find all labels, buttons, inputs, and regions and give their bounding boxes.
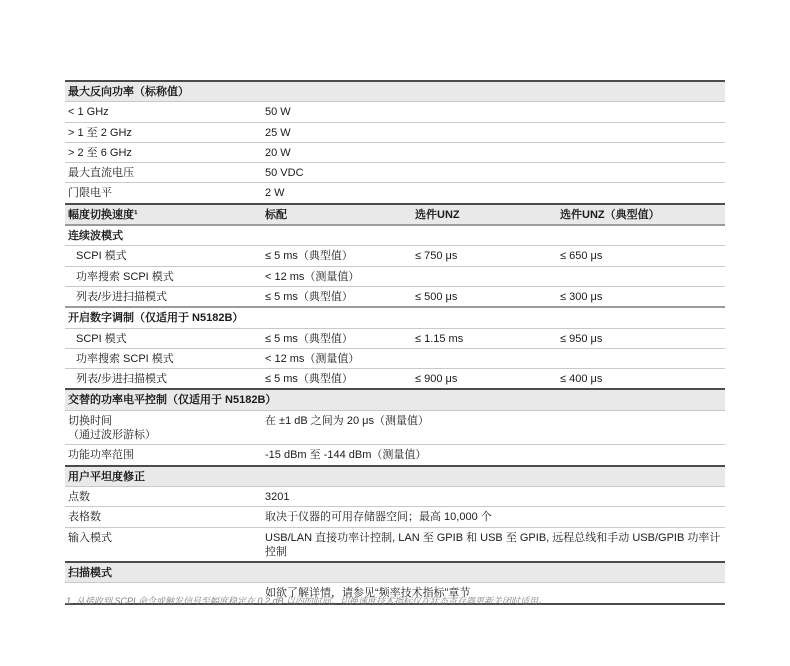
table-row xyxy=(65,122,725,142)
table-row xyxy=(65,245,725,265)
table-row xyxy=(65,410,725,445)
spec-label: > 2 至 6 GHz xyxy=(68,146,132,159)
spec-value: 取决于仪器的可用存储器空间；最高 10,000 个 xyxy=(265,511,492,524)
spec-label-line1: 切换时间 xyxy=(68,414,112,427)
subsection-cw-mode xyxy=(65,224,725,245)
section-title: 交替的功率电平控制（仅适用于 N5182B） xyxy=(68,394,277,407)
spec-value: < 12 ms（测量值） xyxy=(265,270,360,283)
spec-value xyxy=(557,267,725,286)
spec-value: ≤ 950 μs xyxy=(560,332,603,345)
table-row xyxy=(65,266,725,286)
spec-value: ≤ 5 ms（典型值） xyxy=(265,250,353,263)
table-row xyxy=(65,486,725,506)
spec-label: 最大直流电压 xyxy=(68,167,134,180)
spec-label: 功能功率范围 xyxy=(68,449,134,462)
spec-label: < 1 GHz xyxy=(68,106,109,119)
spec-value xyxy=(557,349,725,368)
spec-label: SCPI 模式 xyxy=(76,250,127,263)
table-row xyxy=(65,286,725,306)
spec-label: 点数 xyxy=(68,490,90,503)
table-row xyxy=(65,444,725,464)
spec-label xyxy=(65,411,262,445)
table-row xyxy=(65,368,725,388)
spec-value: 50 W xyxy=(265,106,291,119)
spec-value: 2 W xyxy=(265,187,285,200)
spec-value: 20 W xyxy=(265,146,291,159)
spec-label: 功率搜索 SCPI 模式 xyxy=(76,270,174,283)
spec-value: 25 W xyxy=(265,126,291,139)
spec-label: 功率搜索 SCPI 模式 xyxy=(76,352,174,365)
section-header-sweep-mode xyxy=(65,561,725,582)
spec-label: 表格数 xyxy=(68,511,101,524)
table-row xyxy=(65,101,725,121)
spec-table xyxy=(65,80,725,605)
table-row xyxy=(65,182,725,202)
spec-value: 3201 xyxy=(265,490,290,503)
spec-note: 如欲了解详情，请参见“频率技术指标”章节 xyxy=(265,587,471,600)
section-title: 最大反向功率（标称值） xyxy=(68,86,189,98)
spec-label: 输入模式 xyxy=(68,531,112,544)
spec-value: ≤ 300 μs xyxy=(560,290,603,303)
table-row xyxy=(65,162,725,182)
col-header-standard: 标配 xyxy=(265,208,287,221)
spec-value: ≤ 500 μs xyxy=(415,290,458,303)
spec-value: -15 dBm 至 -144 dBm（测量值） xyxy=(265,449,427,462)
spec-label: 列表/步进扫描模式 xyxy=(76,373,168,386)
subsection-digital-modulation-on xyxy=(65,306,725,327)
section-header-amplitude-switching-speed xyxy=(65,203,725,224)
spec-label: 门限电平 xyxy=(68,187,112,200)
footnote: 1. 从接收到 SCPI 命令或触发信号至幅度稳定在 0.2 dB 以内的时间。切换速度技术指标仅在状态寄存器更新关闭时适用。 xyxy=(66,596,548,606)
spec-value: ≤ 5 ms（典型值） xyxy=(265,373,353,386)
table-row xyxy=(65,527,725,562)
table-row xyxy=(65,328,725,348)
section-title: 幅度切换速度¹ xyxy=(68,208,138,221)
spec-value: 50 VDC xyxy=(265,167,304,180)
subsection-title: 开启数字调制（仅适用于 N5182B） xyxy=(68,312,244,325)
spec-value: 在 ±1 dB 之间为 20 μs（测量值） xyxy=(265,414,429,427)
spec-value: ≤ 400 μs xyxy=(560,373,603,386)
section-header-alternate-power-control xyxy=(65,388,725,409)
spec-value: ≤ 5 ms（典型值） xyxy=(265,290,353,303)
spec-value xyxy=(412,349,557,368)
table-row xyxy=(65,348,725,368)
spec-value: USB/LAN 直接功率计控制, LAN 至 GPIB 和 USB 至 GPIB, 远程总线和手动 USB/GPIB 功率计控制 xyxy=(265,531,721,558)
section-header-max-reverse-power xyxy=(65,80,725,101)
subsection-title: 连续波模式 xyxy=(68,230,123,243)
spec-label-line2: （通过波形游标） xyxy=(68,429,156,442)
table-row xyxy=(65,506,725,526)
spec-label: 列表/步进扫描模式 xyxy=(76,290,168,303)
spec-value: < 12 ms（测量值） xyxy=(265,352,360,365)
spec-value: ≤ 650 μs xyxy=(560,250,603,263)
col-header-option-unz-typical: 选件UNZ（典型值） xyxy=(560,208,660,221)
spec-value: ≤ 750 μs xyxy=(415,250,458,263)
spec-value: ≤ 1.15 ms xyxy=(415,332,464,345)
section-title: 用户平坦度修正 xyxy=(68,470,145,483)
table-row xyxy=(65,142,725,162)
col-header-option-unz: 选件UNZ xyxy=(415,208,460,221)
spec-value xyxy=(412,267,557,286)
spec-label: SCPI 模式 xyxy=(76,332,127,345)
spec-value: ≤ 900 μs xyxy=(415,373,458,386)
spec-value: ≤ 5 ms（典型值） xyxy=(265,332,353,345)
section-title: 扫描模式 xyxy=(68,567,112,580)
spec-label: > 1 至 2 GHz xyxy=(68,126,132,139)
section-header-user-flatness-correction xyxy=(65,465,725,486)
